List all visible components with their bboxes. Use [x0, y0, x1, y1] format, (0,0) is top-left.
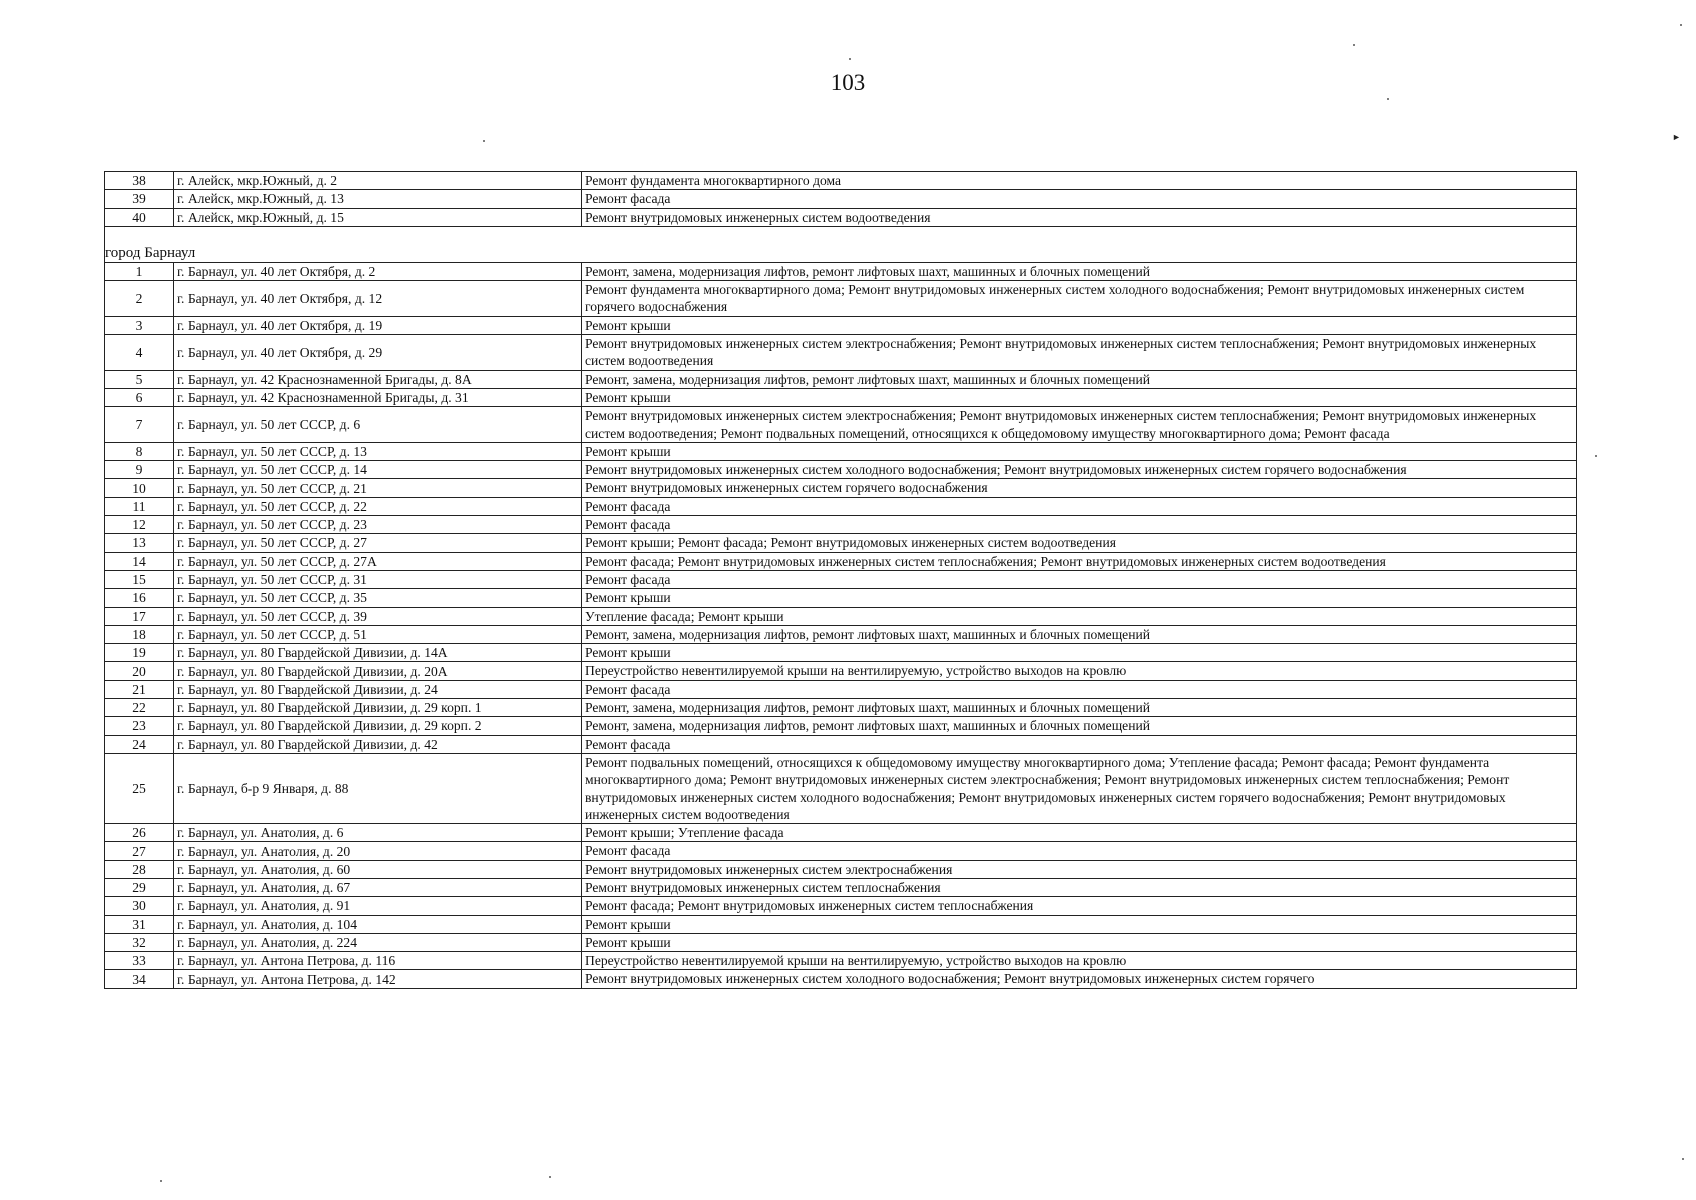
address-cell: г. Барнаул, ул. 50 лет СССР, д. 22 [174, 497, 582, 515]
works-cell: Ремонт крыши [582, 589, 1577, 607]
works-cell: Ремонт фундамента многоквартирного дома; Ремонт внутридомовых инженерных систем холодного водоснабжения; Ремонт внутридомовых инженерных систем горячего водоснабжения [582, 281, 1577, 317]
scan-speck [1387, 98, 1389, 100]
works-cell: Ремонт, замена, модернизация лифтов, ремонт лифтовых шахт, машинных и блочных помещений [582, 717, 1577, 735]
scan-speck [849, 58, 851, 60]
works-cell: Ремонт, замена, модернизация лифтов, ремонт лифтовых шахт, машинных и блочных помещений [582, 370, 1577, 388]
works-cell: Ремонт внутридомовых инженерных систем водоотведения [582, 208, 1577, 226]
row-number-cell: 33 [105, 952, 174, 970]
table-row [105, 680, 1577, 698]
works-cell: Ремонт внутридомовых инженерных систем электроснабжения; Ремонт внутридомовых инженерных систем теплоснабжения; Ремонт внутридомовых инженерных систем водоотведения [582, 335, 1577, 371]
table-row [105, 860, 1577, 878]
table-row [105, 915, 1577, 933]
table-row [105, 516, 1577, 534]
row-number-cell: 6 [105, 388, 174, 406]
scan-speck [1682, 1158, 1684, 1160]
row-number-cell: 17 [105, 607, 174, 625]
works-cell: Ремонт фасада [582, 842, 1577, 860]
table-row [105, 407, 1577, 443]
table-row [105, 625, 1577, 643]
works-cell: Ремонт крыши; Утепление фасада [582, 824, 1577, 842]
row-number-cell: 10 [105, 479, 174, 497]
works-cell: Ремонт фасада [582, 516, 1577, 534]
row-number-cell: 13 [105, 534, 174, 552]
row-number-cell: 22 [105, 699, 174, 717]
table-row [105, 172, 1577, 190]
works-cell: Ремонт фасада; Ремонт внутридомовых инженерных систем теплоснабжения; Ремонт внутридомовых инженерных систем водоотведения [582, 552, 1577, 570]
address-cell: г. Барнаул, ул. 80 Гвардейской Дивизии, д. 29 корп. 2 [174, 717, 582, 735]
scan-speck [483, 140, 485, 142]
works-cell: Ремонт, замена, модернизация лифтов, ремонт лифтовых шахт, машинных и блочных помещений [582, 699, 1577, 717]
address-cell: г. Барнаул, ул. 80 Гвардейской Дивизии, д. 14А [174, 644, 582, 662]
table-row [105, 824, 1577, 842]
table-row [105, 552, 1577, 570]
works-cell: Ремонт фасада [582, 497, 1577, 515]
address-cell: г. Барнаул, ул. 50 лет СССР, д. 39 [174, 607, 582, 625]
works-cell: Ремонт крыши [582, 316, 1577, 334]
address-cell: г. Барнаул, ул. 42 Краснознаменной Бригады, д. 31 [174, 388, 582, 406]
address-cell: г. Барнаул, ул. Антона Петрова, д. 142 [174, 970, 582, 988]
table-row [105, 461, 1577, 479]
scan-speck [549, 1176, 551, 1178]
table-row [105, 497, 1577, 515]
row-number-cell: 15 [105, 570, 174, 588]
address-cell: г. Барнаул, ул. 50 лет СССР, д. 51 [174, 625, 582, 643]
address-cell: г. Барнаул, ул. 40 лет Октября, д. 12 [174, 281, 582, 317]
address-cell: г. Барнаул, ул. 50 лет СССР, д. 13 [174, 442, 582, 460]
table-row [105, 735, 1577, 753]
address-cell: г. Барнаул, ул. 80 Гвардейской Дивизии, д. 42 [174, 735, 582, 753]
works-cell: Ремонт внутридомовых инженерных систем электроснабжения; Ремонт внутридомовых инженерных систем теплоснабжения; Ремонт внутридомовых инженерных систем водоотведения; Ремонт подвальных помещений, относящихся к общедомовому имуществу многоквартирного дома; Ремонт фасада [582, 407, 1577, 443]
address-cell: г. Барнаул, ул. 50 лет СССР, д. 27А [174, 552, 582, 570]
table-row [105, 842, 1577, 860]
address-cell: г. Алейск, мкр.Южный, д. 15 [174, 208, 582, 226]
scan-speck [1595, 455, 1597, 457]
row-number-cell: 7 [105, 407, 174, 443]
section-title: город Барнаул [105, 243, 1577, 263]
address-cell: г. Барнаул, ул. 42 Краснознаменной Бригады, д. 8А [174, 370, 582, 388]
address-cell: г. Барнаул, ул. Антона Петрова, д. 116 [174, 952, 582, 970]
works-cell: Ремонт подвальных помещений, относящихся к общедомовому имуществу многоквартирного дома; Утепление фасада; Ремонт фасада; Ремонт фундамента многоквартирного дома; Ремонт внутридомовых инженерных систем электроснабжения; Ремонт внутридомовых инженерных систем теплоснабжения; Ремонт внутридомовых инженерных систем холодного водоснабжения; Ремонт внутридомовых инженерных систем горячего водоснабжения; Ремонт внутридомовых инженерных систем водоотведения [582, 753, 1577, 823]
address-cell: г. Барнаул, ул. 40 лет Октября, д. 19 [174, 316, 582, 334]
table-row [105, 208, 1577, 226]
row-number-cell: 40 [105, 208, 174, 226]
table-row [105, 335, 1577, 371]
table-row [105, 316, 1577, 334]
table-row [105, 589, 1577, 607]
works-cell: Ремонт крыши [582, 644, 1577, 662]
row-number-cell: 26 [105, 824, 174, 842]
works-cell: Ремонт фасада [582, 735, 1577, 753]
scan-speck [160, 1180, 162, 1182]
table-row [105, 388, 1577, 406]
table-row [105, 281, 1577, 317]
works-cell: Ремонт внутридомовых инженерных систем горячего водоснабжения [582, 479, 1577, 497]
address-cell: г. Барнаул, ул. 40 лет Октября, д. 29 [174, 335, 582, 371]
address-cell: г. Барнаул, ул. Анатолия, д. 67 [174, 878, 582, 896]
works-cell: Ремонт крыши [582, 388, 1577, 406]
address-cell: г. Барнаул, ул. 50 лет СССР, д. 27 [174, 534, 582, 552]
works-cell: Ремонт крыши [582, 442, 1577, 460]
row-number-cell: 28 [105, 860, 174, 878]
table-row [105, 262, 1577, 280]
row-number-cell: 38 [105, 172, 174, 190]
row-number-cell: 8 [105, 442, 174, 460]
scan-speck [1680, 24, 1682, 26]
table-row [105, 607, 1577, 625]
works-cell: Ремонт внутридомовых инженерных систем холодного водоснабжения; Ремонт внутридомовых инженерных систем горячего [582, 970, 1577, 988]
address-cell: г. Барнаул, ул. 50 лет СССР, д. 21 [174, 479, 582, 497]
row-number-cell: 20 [105, 662, 174, 680]
row-number-cell: 21 [105, 680, 174, 698]
works-cell: Переустройство невентилируемой крыши на вентилируемую, устройство выходов на кровлю [582, 952, 1577, 970]
table-row [105, 878, 1577, 896]
table-row [105, 897, 1577, 915]
row-number-cell: 30 [105, 897, 174, 915]
row-number-cell: 12 [105, 516, 174, 534]
address-cell: г. Барнаул, ул. Анатолия, д. 91 [174, 897, 582, 915]
row-number-cell: 18 [105, 625, 174, 643]
address-cell: г. Алейск, мкр.Южный, д. 2 [174, 172, 582, 190]
address-cell: г. Барнаул, ул. 80 Гвардейской Дивизии, д. 20А [174, 662, 582, 680]
table-row [105, 370, 1577, 388]
works-cell: Ремонт крыши [582, 933, 1577, 951]
table-row [105, 534, 1577, 552]
table-row [105, 570, 1577, 588]
row-number-cell: 3 [105, 316, 174, 334]
address-cell: г. Барнаул, ул. 50 лет СССР, д. 6 [174, 407, 582, 443]
works-cell: Ремонт, замена, модернизация лифтов, ремонт лифтовых шахт, машинных и блочных помещений [582, 262, 1577, 280]
row-number-cell: 31 [105, 915, 174, 933]
address-cell: г. Барнаул, ул. 50 лет СССР, д. 35 [174, 589, 582, 607]
address-cell: г. Барнаул, ул. 50 лет СССР, д. 31 [174, 570, 582, 588]
works-cell: Ремонт фасада [582, 680, 1577, 698]
table-row [105, 644, 1577, 662]
address-cell: г. Барнаул, б-р 9 Января, д. 88 [174, 753, 582, 823]
works-cell: Ремонт фундамента многоквартирного дома [582, 172, 1577, 190]
address-cell: г. Барнаул, ул. Анатолия, д. 20 [174, 842, 582, 860]
works-cell: Ремонт фасада [582, 570, 1577, 588]
row-number-cell: 39 [105, 190, 174, 208]
address-cell: г. Барнаул, ул. 50 лет СССР, д. 23 [174, 516, 582, 534]
works-cell: Ремонт внутридомовых инженерных систем теплоснабжения [582, 878, 1577, 896]
row-number-cell: 19 [105, 644, 174, 662]
table-row [105, 970, 1577, 988]
address-cell: г. Алейск, мкр.Южный, д. 13 [174, 190, 582, 208]
address-cell: г. Барнаул, ул. Анатолия, д. 6 [174, 824, 582, 842]
row-number-cell: 5 [105, 370, 174, 388]
works-cell: Ремонт внутридомовых инженерных систем холодного водоснабжения; Ремонт внутридомовых инженерных систем горячего водоснабжения [582, 461, 1577, 479]
works-cell: Ремонт крыши; Ремонт фасада; Ремонт внутридомовых инженерных систем водоотведения [582, 534, 1577, 552]
repair-register-body [105, 172, 1577, 989]
address-cell: г. Барнаул, ул. 80 Гвардейской Дивизии, д. 24 [174, 680, 582, 698]
table-row [105, 190, 1577, 208]
row-number-cell: 2 [105, 281, 174, 317]
scan-arrow-mark: ► [1672, 132, 1681, 142]
table-row [105, 699, 1577, 717]
address-cell: г. Барнаул, ул. Анатолия, д. 60 [174, 860, 582, 878]
row-number-cell: 34 [105, 970, 174, 988]
row-number-cell: 1 [105, 262, 174, 280]
address-cell: г. Барнаул, ул. 80 Гвардейской Дивизии, д. 29 корп. 1 [174, 699, 582, 717]
table-row [105, 952, 1577, 970]
repair-register-table [104, 171, 1577, 989]
row-number-cell: 25 [105, 753, 174, 823]
section-heading-row [105, 243, 1577, 263]
row-number-cell: 32 [105, 933, 174, 951]
row-number-cell: 9 [105, 461, 174, 479]
spacer-cell [105, 226, 1577, 243]
row-number-cell: 29 [105, 878, 174, 896]
address-cell: г. Барнаул, ул. Анатолия, д. 224 [174, 933, 582, 951]
address-cell: г. Барнаул, ул. 40 лет Октября, д. 2 [174, 262, 582, 280]
works-cell: Утепление фасада; Ремонт крыши [582, 607, 1577, 625]
row-number-cell: 16 [105, 589, 174, 607]
row-number-cell: 14 [105, 552, 174, 570]
works-cell: Ремонт фасада; Ремонт внутридомовых инженерных систем теплоснабжения [582, 897, 1577, 915]
table-row [105, 753, 1577, 823]
address-cell: г. Барнаул, ул. 50 лет СССР, д. 14 [174, 461, 582, 479]
spacer-row [105, 226, 1577, 243]
table-row [105, 717, 1577, 735]
row-number-cell: 23 [105, 717, 174, 735]
page-number: 103 [830, 70, 866, 95]
table-row [105, 442, 1577, 460]
works-cell: Ремонт, замена, модернизация лифтов, ремонт лифтовых шахт, машинных и блочных помещений [582, 625, 1577, 643]
table-row [105, 933, 1577, 951]
works-cell: Ремонт внутридомовых инженерных систем электроснабжения [582, 860, 1577, 878]
works-cell: Ремонт фасада [582, 190, 1577, 208]
row-number-cell: 27 [105, 842, 174, 860]
scan-speck [1353, 44, 1355, 46]
table-row [105, 479, 1577, 497]
row-number-cell: 11 [105, 497, 174, 515]
works-cell: Ремонт крыши [582, 915, 1577, 933]
row-number-cell: 4 [105, 335, 174, 371]
address-cell: г. Барнаул, ул. Анатолия, д. 104 [174, 915, 582, 933]
row-number-cell: 24 [105, 735, 174, 753]
table-row [105, 662, 1577, 680]
works-cell: Переустройство невентилируемой крыши на вентилируемую, устройство выходов на кровлю [582, 662, 1577, 680]
